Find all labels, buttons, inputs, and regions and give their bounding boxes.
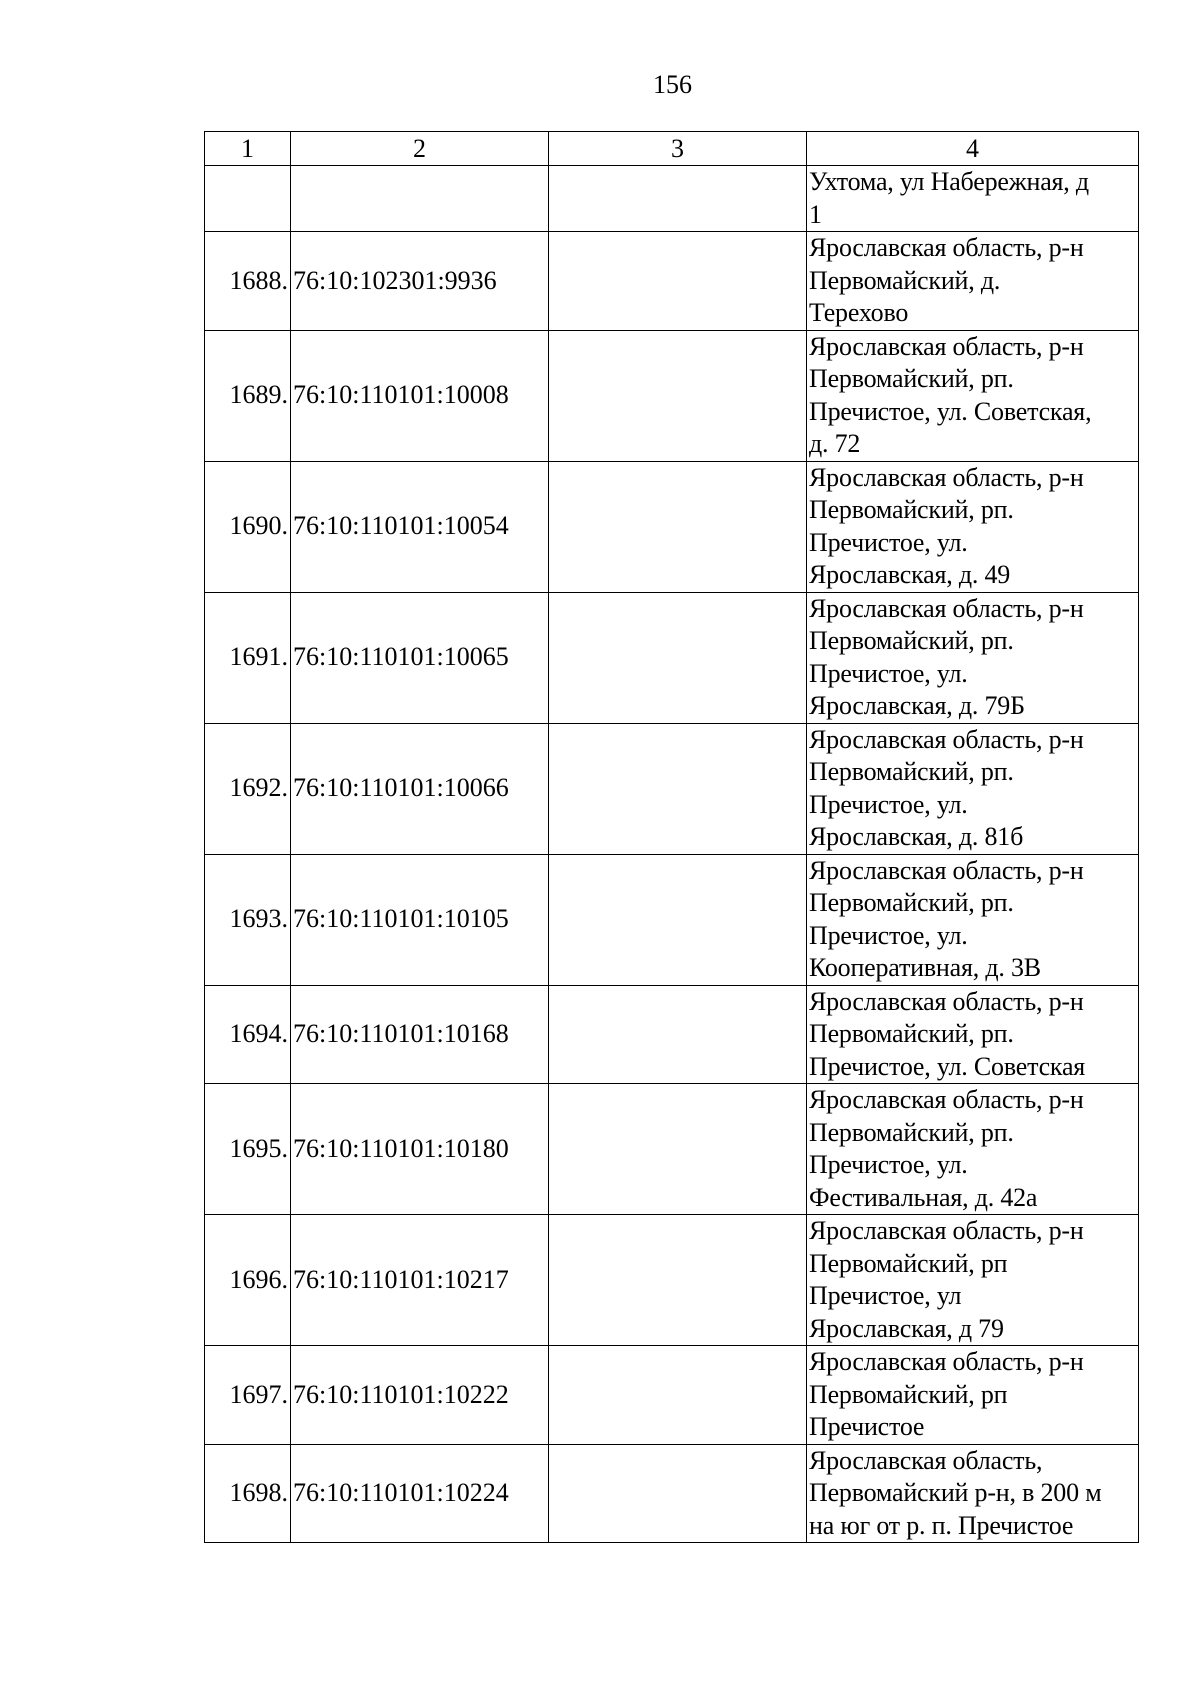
cadastral-number: 76:10:110101:10180 [291,1084,549,1215]
address-cell: Ярославская область, р-н Первомайский, рп. Пречистое, ул. Ярославская, д. 81б [807,723,1139,854]
cadastral-number: 76:10:110101:10217 [291,1215,549,1346]
column-3-cell [549,166,807,232]
page-number: 156 [653,70,692,99]
cadastral-number: 76:10:102301:9936 [291,232,549,331]
row-number: 1693. [205,854,291,985]
registry-table [204,131,1139,1543]
column-3-cell [549,1444,807,1543]
row-number: 1698. [205,1444,291,1543]
row-number: 1688. [205,232,291,331]
row-number: 1695. [205,1084,291,1215]
column-3-cell [549,1215,807,1346]
column-3-cell [549,1346,807,1445]
row-number [205,166,291,232]
table-row [205,1215,1139,1346]
column-3-cell [549,232,807,331]
table-row [205,166,1139,232]
table-row [205,985,1139,1084]
address-cell: Ярославская область, р-н Первомайский, рп. Пречистое, ул. Фестивальная, д. 42а [807,1084,1139,1215]
address-cell: Ярославская область, р-н Первомайский, рп. Пречистое, ул. Советская, д. 72 [807,330,1139,461]
column-header-4: 4 [807,132,1139,166]
row-number: 1691. [205,592,291,723]
column-3-cell [549,854,807,985]
table-row [205,592,1139,723]
cadastral-number: 76:10:110101:10105 [291,854,549,985]
row-number: 1690. [205,461,291,592]
address-cell: Ярославская область, Первомайский р-н, в 200 м на юг от р. п. Пречистое [807,1444,1139,1543]
row-number: 1692. [205,723,291,854]
column-header-2: 2 [291,132,549,166]
column-3-cell [549,461,807,592]
cadastral-number: 76:10:110101:10008 [291,330,549,461]
address-cell: Ярославская область, р-н Первомайский, рп. Пречистое, ул. Ярославская, д. 49 [807,461,1139,592]
address-cell: Ярославская область, р-н Первомайский, д. Терехово [807,232,1139,331]
cadastral-number: 76:10:110101:10054 [291,461,549,592]
column-3-cell [549,723,807,854]
cadastral-number: 76:10:110101:10224 [291,1444,549,1543]
table-row [205,232,1139,331]
cadastral-number: 76:10:110101:10222 [291,1346,549,1445]
column-header-3: 3 [549,132,807,166]
column-3-cell [549,330,807,461]
row-number: 1689. [205,330,291,461]
table-row [205,1444,1139,1543]
cadastral-number: 76:10:110101:10168 [291,985,549,1084]
table-row [205,854,1139,985]
row-number: 1697. [205,1346,291,1445]
table-row [205,723,1139,854]
row-number: 1696. [205,1215,291,1346]
column-header-1: 1 [205,132,291,166]
address-cell: Ярославская область, р-н Первомайский, рп Пречистое, ул Ярославская, д 79 [807,1215,1139,1346]
address-cell: Ухтома, ул Набережная, д 1 [807,166,1139,232]
table-row [205,1084,1139,1215]
address-cell: Ярославская область, р-н Первомайский, рп. Пречистое, ул. Советская [807,985,1139,1084]
column-3-cell [549,1084,807,1215]
address-cell: Ярославская область, р-н Первомайский, рп Пречистое [807,1346,1139,1445]
cadastral-number [291,166,549,232]
column-3-cell [549,985,807,1084]
address-cell: Ярославская область, р-н Первомайский, рп. Пречистое, ул. Ярославская, д. 79Б [807,592,1139,723]
column-3-cell [549,592,807,723]
table-row [205,330,1139,461]
table-row [205,461,1139,592]
table-header-row [205,132,1139,166]
table-row [205,1346,1139,1445]
cadastral-number: 76:10:110101:10066 [291,723,549,854]
row-number: 1694. [205,985,291,1084]
address-cell: Ярославская область, р-н Первомайский, рп. Пречистое, ул. Кооперативная, д. 3В [807,854,1139,985]
cadastral-number: 76:10:110101:10065 [291,592,549,723]
